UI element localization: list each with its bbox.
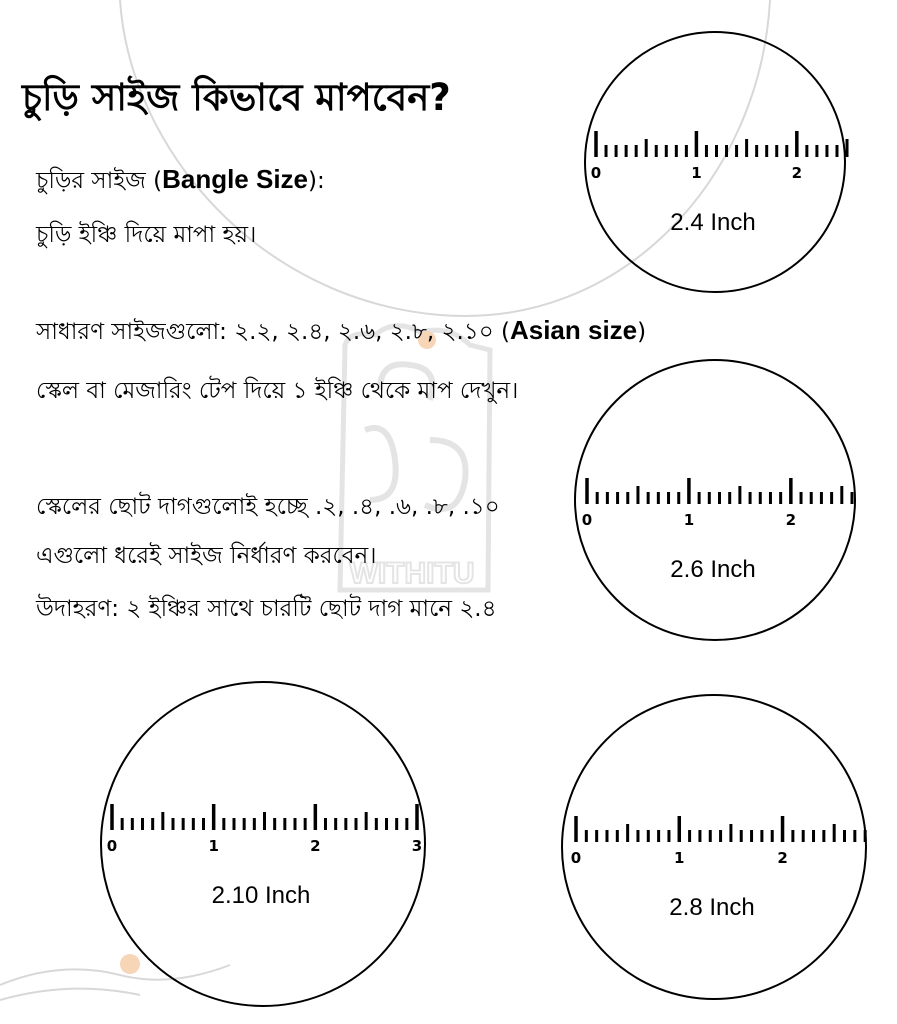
ruler-number: 0 — [581, 511, 593, 529]
common-sizes-suffix: ) — [637, 319, 647, 345]
ruler-size-label: 2.4 Inch — [670, 209, 756, 236]
example-note: উদাহরণ: ২ ইঞ্চির সাথে চারটি ছোট দাগ মানে ২.৪ — [36, 596, 497, 622]
small-marks-note: স্কেলের ছোট দাগগুলোই হচ্ছে .২, .৪, .৬, .৮, .১০ — [36, 494, 500, 520]
ruler-number: 0 — [570, 849, 582, 867]
determine-note: এগুলো ধরেই সাইজ নির্ধারণ করবেন। — [36, 543, 377, 569]
ruler-number: 2 — [777, 849, 788, 867]
ruler-number: 1 — [691, 164, 702, 182]
ruler-number: 0 — [590, 164, 602, 182]
ruler-number: 2 — [785, 511, 797, 529]
asian-size-label: Asian size — [509, 315, 638, 345]
ruler-size-label: 2.6 Inch — [670, 556, 756, 583]
common-sizes-text: সাধারণ সাইজগুলো: ২.২, ২.৪, ২.৬, ২.৮, ২.১০ ( — [36, 319, 510, 345]
scale-instruction: স্কেল বা মেজারিং টেপ দিয়ে ১ ইঞ্চি থেকে মাপ দেখুন। — [36, 378, 519, 404]
bangle-size-english: Bangle Size — [162, 164, 309, 194]
ruler-number: 1 — [208, 837, 219, 855]
ruler-size-label: 2.8 Inch — [669, 894, 755, 921]
bangle-size-prefix: চুড়ির সাইজ ( — [36, 168, 163, 194]
bangle-size-suffix: ): — [308, 168, 325, 194]
ruler-number: 1 — [683, 511, 695, 529]
ruler-size-label: 2.10 Inch — [211, 882, 311, 909]
watermark-text: WITHITU — [349, 557, 475, 590]
ruler-number: 2 — [791, 164, 803, 182]
ruler-number: 1 — [674, 849, 685, 867]
bangle-circle — [562, 695, 866, 999]
measure-note: চুড়ি ইঞ্চি দিয়ে মাপা হয়। — [36, 222, 257, 248]
ruler-number: 3 — [411, 837, 423, 855]
ruler-number: 2 — [310, 837, 321, 855]
ruler-number: 0 — [106, 837, 118, 855]
page-title: চুড়ি সাইজ কিভাবে মাপবেন? — [22, 76, 451, 119]
